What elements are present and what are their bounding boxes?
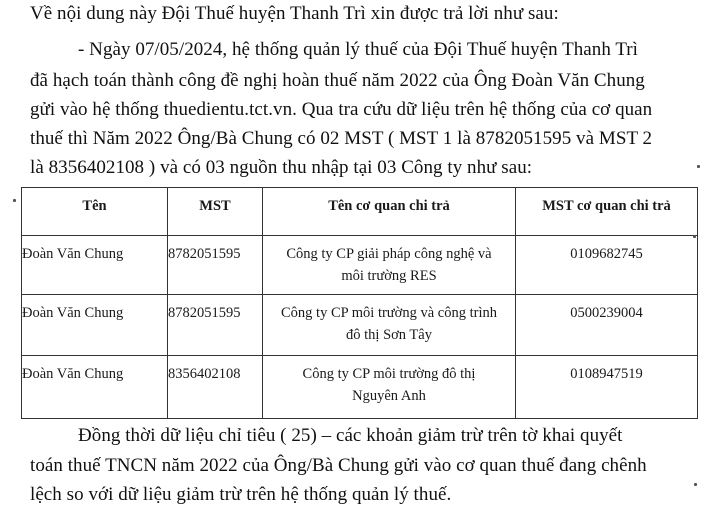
paragraph-2-line-1: Đồng thời dữ liệu chỉ tiêu ( 25) – các khoản giảm trừ trên tờ khai quyết — [78, 425, 623, 446]
cell-mst: 8782051595 — [168, 236, 263, 295]
paragraph-1-line-5: là 8356402108 ) và có 03 nguồn thu nhập tại 03 Công ty như sau: — [30, 157, 533, 178]
scan-speck — [693, 235, 696, 238]
cell-payer-mst: 0109682745 — [516, 236, 698, 295]
intro-line: Về nội dung này Đội Thuế huyện Thanh Trì xin được trả lời như sau: — [30, 3, 559, 24]
scan-speck — [697, 165, 700, 168]
scan-speck — [13, 199, 16, 202]
header-name: Tên — [22, 188, 168, 236]
paragraph-2-line-2: toán thuế TNCN năm 2022 của Ông/Bà Chung gửi vào cơ quan thuế đang chênh — [30, 455, 647, 476]
income-sources-table — [21, 187, 698, 419]
cell-payer-mst: 0108947519 — [516, 356, 698, 419]
payer-name-line-1: Công ty CP môi trường và công trình — [281, 305, 497, 321]
cell-mst: 8356402108 — [168, 356, 263, 419]
cell-payer-name — [263, 356, 516, 419]
table-row — [22, 236, 698, 295]
table-row — [22, 356, 698, 419]
paragraph-1-line-3: gửi vào hệ thống thuedientu.tct.vn. Qua tra cứu dữ liệu trên hệ thống của cơ quan — [30, 99, 653, 120]
table-header-row — [22, 188, 698, 236]
payer-name-line-2: Nguyên Anh — [352, 388, 426, 404]
cell-mst: 8782051595 — [168, 295, 263, 356]
cell-name: Đoàn Văn Chung — [22, 295, 168, 356]
paragraph-1-line-2: đã hạch toán thành công đề nghị hoàn thuế năm 2022 của Ông Đoàn Văn Chung — [30, 70, 645, 91]
header-payer-mst: MST cơ quan chi trả — [516, 188, 698, 236]
cell-name: Đoàn Văn Chung — [22, 356, 168, 419]
paragraph-1-line-1: - Ngày 07/05/2024, hệ thống quản lý thuế của Đội Thuế huyện Thanh Trì — [78, 39, 639, 60]
header-mst: MST — [168, 188, 263, 236]
table-row — [22, 295, 698, 356]
cell-payer-name — [263, 236, 516, 295]
cell-payer-name — [263, 295, 516, 356]
payer-name-line-1: Công ty CP môi trường đô thị — [302, 366, 476, 382]
scan-speck — [694, 483, 697, 486]
header-payer-name: Tên cơ quan chi trả — [263, 188, 516, 236]
paragraph-1-line-4: thuế thì Năm 2022 Ông/Bà Chung có 02 MST ( MST 1 là 8782051595 và MST 2 — [30, 128, 653, 149]
payer-name-line-1: Công ty CP giải pháp công nghệ và — [286, 246, 492, 262]
payer-name-line-2: môi trường RES — [341, 268, 437, 284]
payer-name-line-2: đô thị Sơn Tây — [346, 327, 432, 343]
cell-name: Đoàn Văn Chung — [22, 236, 168, 295]
paragraph-2-line-3: lệch so với dữ liệu giảm trừ trên hệ thống quản lý thuế. — [30, 484, 452, 505]
cell-payer-mst: 0500239004 — [516, 295, 698, 356]
